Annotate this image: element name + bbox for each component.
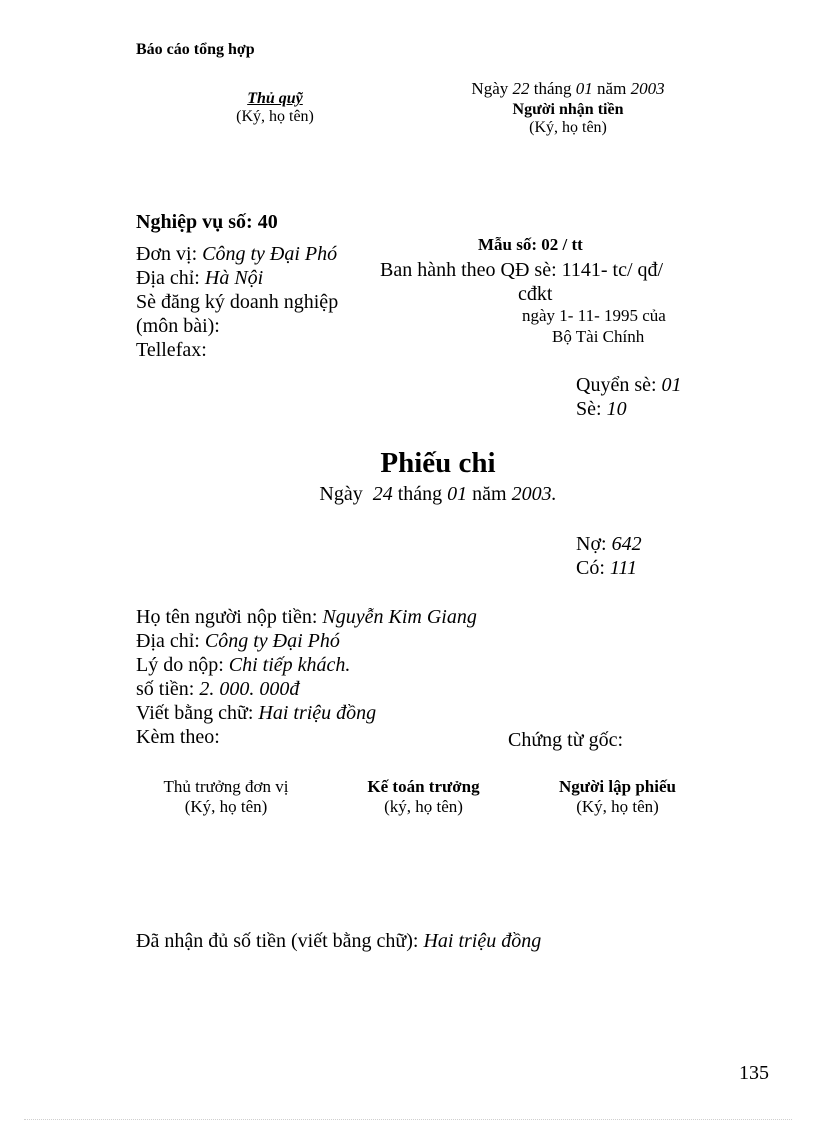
receiver-sign-hint: (Ký, họ tên) [529, 119, 607, 136]
number-line: Sè: 10 [576, 398, 627, 420]
accounts [576, 532, 642, 580]
payer-address-line: Địa chỉ: Công ty Đại Phó [136, 630, 340, 652]
ministry: Bộ Tài Chính [552, 327, 645, 346]
payer-address-value: Công ty Đại Phó [204, 630, 340, 652]
payment-details [136, 605, 477, 749]
document-date: Ngày 24 tháng 01 năm 2003. [319, 483, 557, 505]
volume-value: 01 [661, 374, 682, 396]
issued-by-line-1: Ban hành theo QĐ sè: 1141- tc/ qđ/ [380, 259, 664, 281]
chief-accountant-title: Kế toán trưởng [367, 777, 480, 796]
form-number: Mẫu số: 02 / tt [478, 235, 583, 254]
volume-line: Quyển sè: 01 [576, 374, 682, 396]
issued-by-line-2: cđkt [518, 283, 553, 305]
credit-line: Có: 111 [576, 557, 637, 579]
registration-line-1: Sè đăng ký doanh nghiệp [136, 291, 339, 313]
cashier-signature-block [200, 90, 350, 126]
preparer-signature-block [530, 777, 705, 817]
attached-line: Kèm theo: [136, 726, 220, 748]
receiver-title: Người nhận tiền [512, 101, 624, 118]
page-number: 135 [739, 1062, 769, 1084]
document-month: 01 [447, 483, 468, 505]
cashier-sign-hint: (Ký, họ tên) [236, 108, 314, 125]
received-value: Hai triệu đồng [423, 930, 542, 952]
section-title: Báo cáo tổng hợp [136, 41, 255, 58]
amount-value: 2. 000. 000đ [199, 678, 300, 700]
debit-value: 642 [611, 533, 642, 555]
issued-date: ngày 1- 11- 1995 của [522, 306, 666, 325]
preparer-title: Người lập phiếu [559, 777, 676, 796]
address-line: Địa chỉ: Hà Nội [136, 267, 264, 289]
date-day: 22 [512, 79, 530, 98]
document-day: 24 [372, 483, 393, 505]
received-line [136, 930, 541, 953]
amount-words-line: Viết bằng chữ: Hai triệu đồng [136, 702, 377, 724]
book-info [576, 373, 682, 421]
fax-line: Tellefax: [136, 339, 207, 361]
receiver-signature-block [440, 101, 696, 137]
received-label: Đã nhận đủ số tiền (viết bằng chữ): [136, 930, 419, 952]
credit-value: 111 [609, 557, 637, 579]
transaction-value: 40 [257, 211, 278, 233]
registration-line-2: (môn bài): [136, 315, 220, 337]
unit-value: Công ty Đại Phó [202, 243, 338, 265]
receipt-date [440, 79, 696, 99]
amount-line: số tiền: 2. 000. 000đ [136, 678, 300, 700]
director-title: Thủ trưởng đơn vị [163, 777, 289, 796]
reason-line: Lý do nộp: Chi tiếp khách. [136, 654, 351, 676]
cashier-title: Thủ quỹ [247, 90, 303, 107]
payer-line: Họ tên người nộp tiền: Nguyễn Kim Giang [136, 606, 477, 628]
date-prefix: Ngày [471, 79, 509, 98]
debit-line: Nợ: 642 [576, 533, 642, 555]
date-month-label: tháng [533, 79, 572, 98]
reason-value: Chi tiếp khách. [228, 654, 351, 676]
payer-value: Nguyễn Kim Giang [322, 606, 477, 628]
page-bottom-rule [24, 1119, 792, 1120]
company-info [136, 242, 338, 362]
director-sign-hint: (Ký, họ tên) [184, 797, 268, 816]
date-month: 01 [575, 79, 593, 98]
document-title: Phiếu chi [380, 447, 496, 479]
date-year-label: năm [597, 79, 627, 98]
source-documents-label: Chứng từ gốc: [508, 729, 624, 751]
address-value: Hà Nội [204, 267, 264, 289]
transaction-number [136, 211, 278, 234]
chief-accountant-signature-block [336, 777, 511, 817]
date-year: 2003 [630, 79, 665, 98]
chief-accountant-sign-hint: (ký, họ tên) [384, 797, 463, 816]
transaction-label: Nghiệp vụ số: [136, 211, 253, 233]
amount-words-value: Hai triệu đồng [258, 702, 377, 724]
preparer-sign-hint: (Ký, họ tên) [576, 797, 659, 816]
unit-line: Đơn vị: Công ty Đại Phó [136, 243, 338, 265]
document-year: 2003. [511, 483, 557, 505]
director-signature-block [136, 777, 316, 817]
number-value: 10 [606, 398, 627, 420]
